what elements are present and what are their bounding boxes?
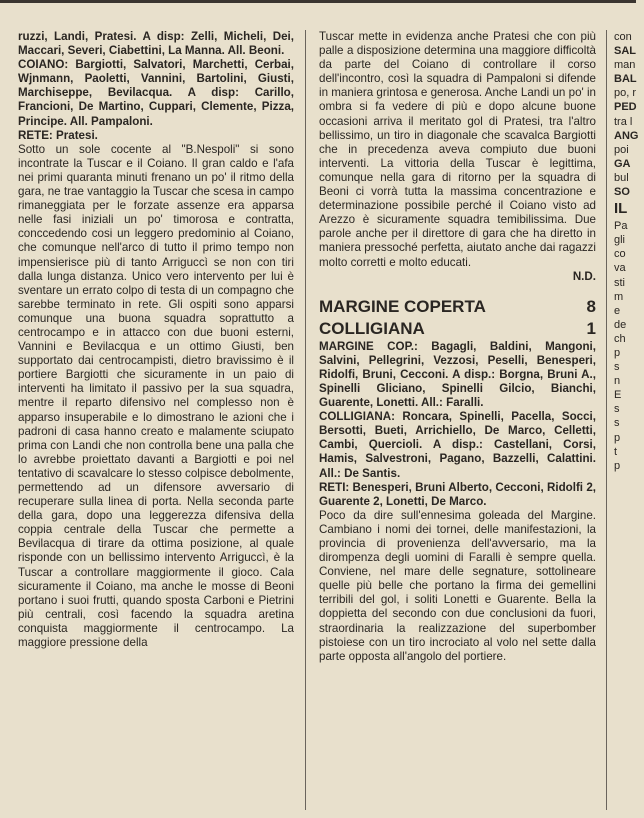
away-team-score: 1 bbox=[586, 318, 596, 338]
right-edge-fragment: SO bbox=[614, 186, 630, 199]
right-edge-fragment: s bbox=[614, 361, 620, 374]
match-header-away bbox=[319, 318, 596, 340]
match-report-body: Poco da dire sull'ennesima goleada del Margine. Cambiano i nomi dei tornei, delle manifestazioni, la provincia di provenienza dell'avversario, ma la dirompenza degli uomini di Faralli è sempre quella. Conviene, nel mare delle segnature, sottolineare quelle più belle che portano la firma dei gemellini terribili del gol, i soliti Lonetti e Guarente. Bella la doppietta del secondo con due conclusioni da fuori, straordinaria la realizzazione del superbomber pistoiese con un tiro incrociato al volo nel sette dalla parte opposta all'angolo del portiere. bbox=[319, 508, 596, 663]
right-edge-fragment: poi bbox=[614, 143, 629, 156]
right-edge-fragment: con bbox=[614, 31, 632, 43]
article-body-left: Sotto un sole cocente al "B.Nespoli" si sono incontrate la Tuscar e il Coiano. Il gran caldo e l'afa nei primi quaranta minuti frenano un po' il ritmo della gara, ne trae vantaggio la Tuscar che scesa in campo rimaneggiata per le forzate assenze era apparsa nelle fasi iniziali un po' timorosa e contratta, conccedendo cosi un leggero predominio al Coiano, che comunque nell'arco di tutto il primo tempo non impensierisce più di tanto Arriguccì se non con tiri dalla lunga distanza. Unico vero intervento per lui è sventare un errato colpo di testa di un compagno che sarebbe terminato in rete. Gli ospiti sono apparsi comunque una buona squadra soprattutto a centrocampo e in attacco con due buoni esterni, Vannini e Bevilacqua e un ottimo Giusti, ben supportato dai centrocampisti, dietro bravissimo è il portiere Bargiotti che sicuramente in un paio di interventi ha limitato il passivo per la sua squadra, mentre il reparto difensivo nel complesso non è apparso insuperabile e lo dimostrano le azioni che i padroni di casa hanno creato e malamente sciupato prima con Landi che non controlla bene una palla che lo avrebbe proiettato davanti a Bargiotti e poi nel tentativo di scavalcare lo stesso colpisce debolmente, permettendo ad un difensore avversario di recuperare sulla linea di porta. Nella seconda parte della gara, dopo una leggerezza difensiva della coppia centrale della Tuscar che permette a Bevilacqua di tirare da ottima posizione, al quale risponde con un bellissimo intervento Arriguccì, è la Tuscar a controllare maggiormente il gioco. Cala sicuramente il Coiano, ma anche le mosse di Beoni portano i suoi frutti, quando sposta Carboni e Pietrini più centrali, così facendo la squadra aretina conquista maggiormente il centrocampo. La maggiore pressione della bbox=[18, 142, 294, 650]
right-edge-fragment: tra l bbox=[614, 115, 633, 128]
away-team-name: COLLIGIANA bbox=[319, 318, 425, 338]
goals-line: RETE: Pratesi. bbox=[18, 128, 98, 142]
home-team-name: MARGINE COPERTA bbox=[319, 296, 486, 316]
right-edge-fragment: E bbox=[614, 389, 622, 402]
right-edge-fragment: SAL bbox=[614, 45, 636, 58]
right-edge-fragment: sti bbox=[614, 276, 625, 289]
right-edge-fragment: ch bbox=[614, 332, 626, 345]
right-edge-fragment: man bbox=[614, 59, 636, 72]
right-edge-fragment: p bbox=[614, 459, 621, 472]
right-edge-fragment: BAL bbox=[614, 73, 637, 86]
away-lineup: COLLIGIANA: Roncara, Spinelli, Pacella, Socci, Bersotti, Bueti, Arrichiello, De Marco, Celletti, Cambi, Quercioli. A disp.: Castellani, Corsi, Hamis, Salvestroni, Pagano, Bazzelli, Calattini. All.: De Santis. bbox=[319, 410, 596, 480]
home-team-score: 8 bbox=[586, 296, 596, 316]
right-edge-fragment: t bbox=[614, 445, 618, 458]
right-edge-fragment: n bbox=[614, 375, 621, 388]
tuscar-lineup-tail: ruzzi, Landi, Pratesi. A disp: Zelli, Micheli, Dei, Maccari, Severi, Ciabettini, La Manna. All. Beoni. bbox=[18, 30, 294, 58]
right-edge-fragment: s bbox=[614, 403, 620, 416]
right-edge-fragment: co bbox=[614, 248, 626, 261]
middle-column bbox=[319, 30, 596, 664]
right-edge-fragment: IL bbox=[614, 200, 628, 218]
match-goals: RETI: Benesperi, Bruni Alberto, Cecconi, Ridolfi 2, Guarente 2, Lonetti, De Marco. bbox=[319, 480, 596, 508]
right-edge-fragment: GA bbox=[614, 157, 631, 170]
right-edge-fragment: Pa bbox=[614, 220, 628, 233]
top-rule bbox=[0, 0, 636, 3]
right-edge-fragment: m bbox=[614, 290, 624, 303]
home-lineup: MARGINE COP.: Bagagli, Baldini, Mangoni, Salvini, Pellegrini, Vezzosi, Peselli, Benesperi, Ridolfi, Bruni, Cecconi. A disp.: Borgna, Bruni A., Spinelli Gliciano, Spinelli Gilcio, Bianchi, Guarente, Lonetti. All.: Faralli. bbox=[319, 339, 596, 410]
right-edge-fragment: PED bbox=[614, 101, 637, 114]
right-edge-fragment: e bbox=[614, 304, 621, 317]
right-edge-fragment: p bbox=[614, 346, 621, 359]
right-edge-fragment: de bbox=[614, 318, 627, 331]
author-signature: N.D. bbox=[572, 269, 596, 283]
coiano-lineup: COIANO: Bargiotti, Salvatori, Marchetti, Cerbai, Wjnmann, Paoletti, Vannini, Bartolini, Giusti, Marchiseppe, Bevilacqua. A disp: Carillo, Francioni, De Martino, Cuppari, Clemente, Pizza, Principe. All. Pampaloni. bbox=[18, 58, 294, 128]
column-divider bbox=[305, 30, 306, 810]
match-header-home bbox=[319, 296, 596, 318]
right-edge-fragment: bul bbox=[614, 171, 629, 184]
right-edge-fragment: p bbox=[614, 431, 621, 444]
article-body-middle: Tuscar mette in evidenza anche Pratesi che con più palle a disposizione determina una maggiore difficoltà da parte del Coiano di controllare il corso dell'incontro, così la squadra di Pampaloni si difende in maniera grintosa e generosa. Anche Landi un po' in ombra si fa vedere di più e dopo alcune buone occasioni arriva il meritato gol di Pratesi, tra l'altro bellissimo, un tiro in diagonale che scavalca Bargiotti che in precedenza aveva compiuto due buoni interventi. La vittoria della Tuscar è legittima, comunque nella gara di ritorno per la squadra di Beoni ci vorrà tutta la massima concentrazione e determinazione possibile perché il Coiano visto ad Arezzo è sicuramente squadra temibilissima. Due parole anche per il direttore di gara che ha diretto in maniera pressoché perfetta, aiutato anche dai ragazzi molto corretti e molto educati. bbox=[319, 30, 596, 269]
column-divider-right bbox=[606, 30, 607, 810]
right-edge-column bbox=[614, 30, 644, 473]
right-edge-fragment: ANG bbox=[614, 129, 639, 142]
left-column bbox=[18, 30, 294, 650]
right-edge-fragment: po, r bbox=[614, 87, 637, 100]
right-edge-fragment: va bbox=[614, 262, 626, 275]
right-edge-fragment: s bbox=[614, 417, 620, 430]
right-edge-fragment: gli bbox=[614, 234, 626, 247]
